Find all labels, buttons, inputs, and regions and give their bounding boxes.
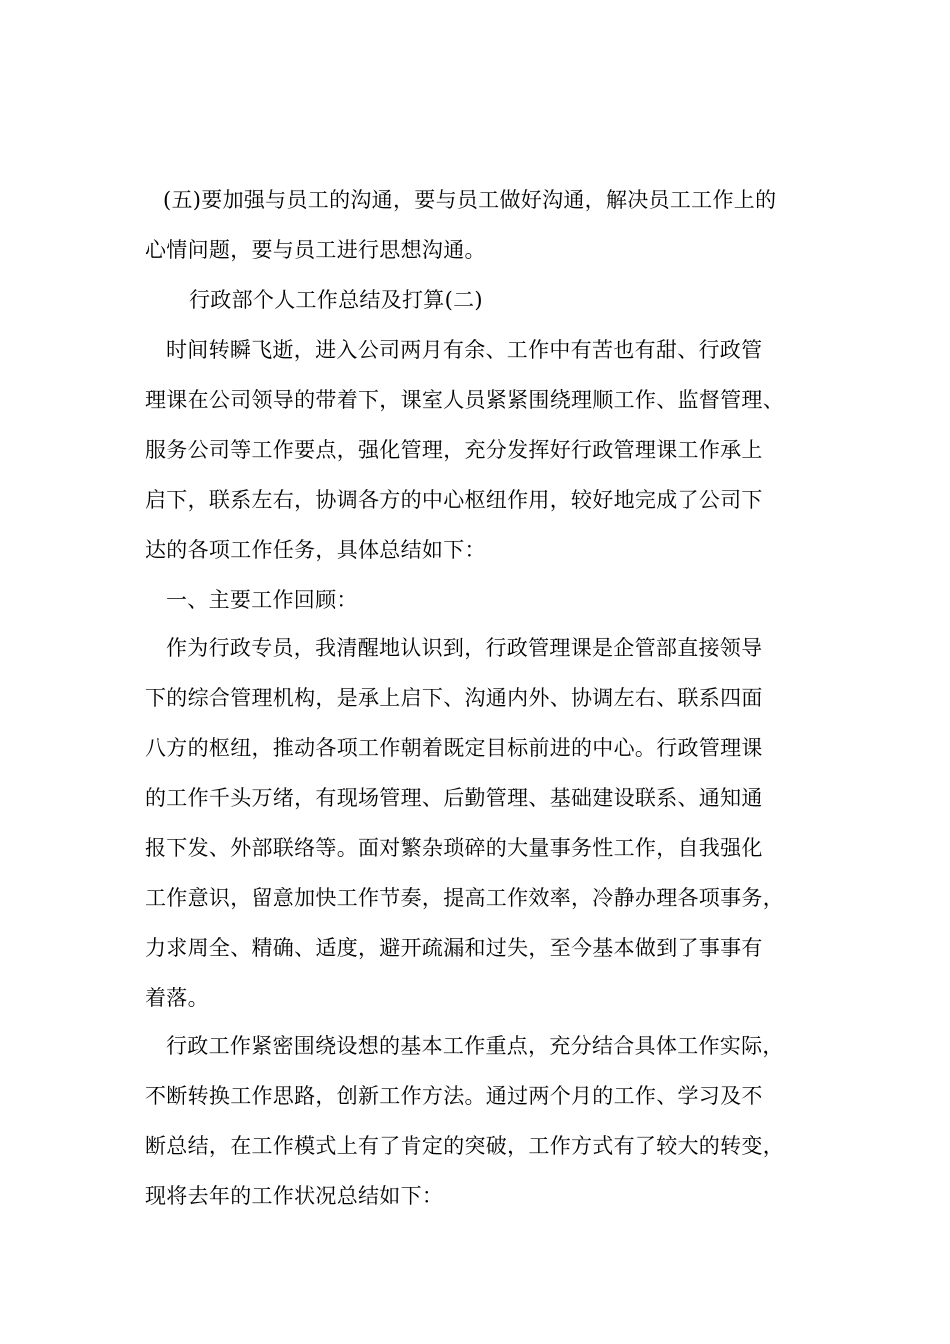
paragraph-line: 理课在公司领导的带着下，课室人员紧紧围绕理顺工作、监督管理、: [145, 388, 784, 412]
paragraph-line: 着落。: [145, 986, 209, 1010]
paragraph-line: 时间转瞬飞逝，进入公司两月有余、工作中有苦也有甜、行政管: [166, 338, 763, 362]
paragraph-line: 力求周全、精确、适度，避开疏漏和过失，至今基本做到了事事有: [145, 936, 763, 960]
paragraph-line: 达的各项工作任务，具体总结如下：: [145, 538, 486, 562]
paragraph-line: 报下发、外部联络等。面对繁杂琐碎的大量事务性工作，自我强化: [145, 836, 763, 860]
section-heading: 行政部个人工作总结及打算(二): [189, 288, 483, 312]
paragraph-line: 心情问题，要与员工进行思想沟通。: [145, 238, 486, 262]
paragraph-line: 行政工作紧密围绕设想的基本工作重点，充分结合具体工作实际，: [166, 1034, 784, 1058]
paragraph-line: 八方的枢纽，推动各项工作朝着既定目标前进的中心。行政管理课: [145, 736, 763, 760]
paragraph-line: 下的综合管理机构，是承上启下、沟通内外、协调左右、联系四面: [145, 686, 763, 710]
paragraph-line: (五)要加强与员工的沟通，要与员工做好沟通，解决员工工作上的: [163, 188, 777, 212]
paragraph-line: 断总结，在工作模式上有了肯定的突破，工作方式有了较大的转变，: [145, 1134, 784, 1158]
paragraph-line: 不断转换工作思路，创新工作方法。通过两个月的工作、学习及不: [145, 1084, 763, 1108]
subsection-heading: 一、主要工作回顾：: [166, 588, 358, 612]
paragraph-line: 现将去年的工作状况总结如下：: [145, 1184, 444, 1208]
paragraph-line: 的工作千头万绪，有现场管理、后勤管理、基础建设联系、通知通: [145, 786, 763, 810]
paragraph-line: 工作意识，留意加快工作节奏，提高工作效率，冷静办理各项事务，: [145, 886, 784, 910]
paragraph-line: 服务公司等工作要点，强化管理，充分发挥好行政管理课工作承上: [145, 438, 763, 462]
paragraph-line: 作为行政专员，我清醒地认识到，行政管理课是企管部直接领导: [166, 636, 763, 660]
paragraph-line: 启下，联系左右，协调各方的中心枢纽作用，较好地完成了公司下: [145, 488, 763, 512]
